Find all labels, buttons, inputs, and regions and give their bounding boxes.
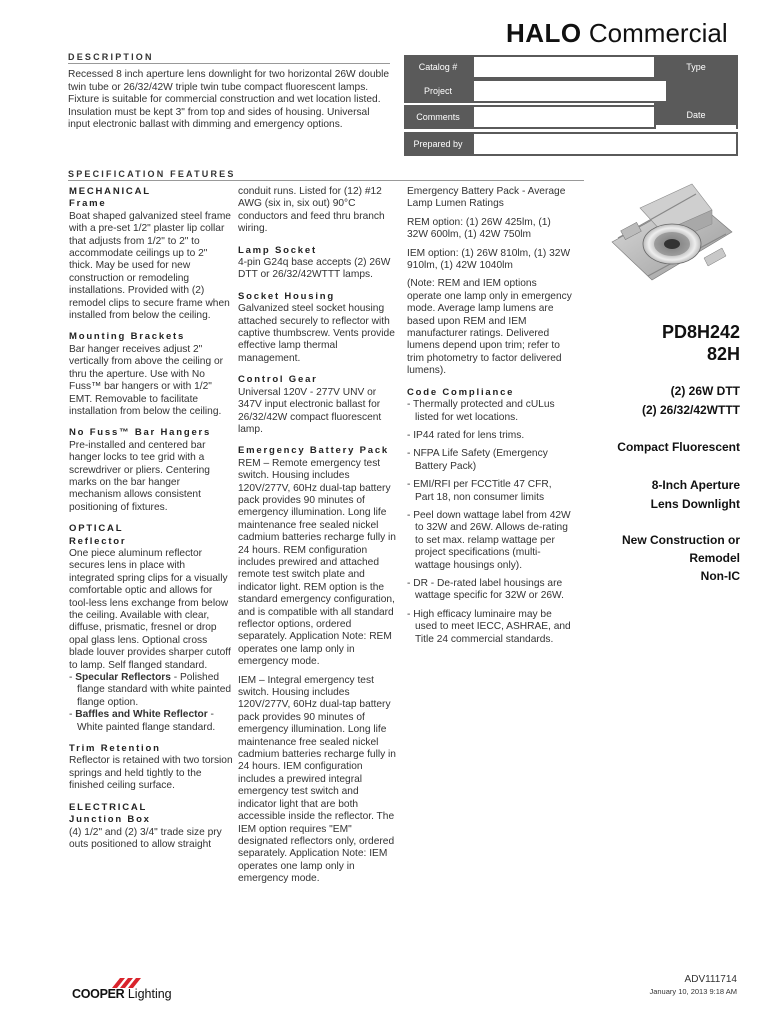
reflector-text: One piece aluminum reflector secures lens in place with integrated spring clips for a visually comfortable optic and allows for tool-less lens exchange from below the ceiling. Available with clear, diffuse, prismatic, fresnel or drop opal glass lens. Optional cross blade louver provides sharper cutoff to lamp. Self flanged standard. (69, 547, 231, 671)
logo-text: COOPER Lighting (72, 987, 172, 1001)
lamp-spec-1: (2) 26W DTT (670, 384, 740, 398)
compliance-item: - NFPA Life Safety (Emergency Battery Pack) (407, 448, 548, 472)
type-label: Type (654, 55, 738, 79)
catalog-field[interactable] (474, 57, 666, 77)
prepared-label: Prepared by (413, 139, 463, 149)
lamp-socket-text: 4-pin G24q base accepts (2) 26W DTT or 26/32/42WTTT lamps. (238, 257, 391, 281)
reflector-heading: Reflector (69, 535, 127, 547)
trim-text: Reflector is retained with two torsion springs and held tightly to the finished ceiling surface. (69, 755, 233, 792)
frame-text: Boat shaped galvanized steel frame with a pre-set 1/2" plaster lip collar that adjusts from 1/2" to 2" to accommodate ceilings up to 2" thick. May be used for new construction or remodeling installations. Provided with (2) remodel clips to secure frame when installed from below the ceiling. (69, 210, 231, 322)
compliance-item: - High efficacy luminaire may be used to meet IECC, ASHRAE, and Title 24 commercial standards. (407, 608, 571, 645)
mounting-heading: Mounting Brackets (69, 331, 186, 343)
project-row (404, 79, 738, 103)
spec-column-1 (69, 186, 233, 851)
project-label: Project (423, 86, 452, 96)
iem-text: IEM – Integral emergency test switch. Housing includes 120V/277V, 60Hz dual-tap battery pack provides 90 minutes of emergency illumination. Long life maintenance free sealed nickel cadmium batteries recharge fully in 24 hours. IEM configuration includes a prewired integral emergency test switch and indicator light that are both accessible inside the reflector. The IEM option requires "EM" designated reflectors only, ordered separately. Application Note: IEM operates one lamp only in emergency mode. (238, 674, 396, 885)
description-heading: DESCRIPTION (68, 52, 154, 62)
description-text: Recessed 8 inch aperture lens downlight for two horizontal 26W double twin tube or 26/32/42W triple twin tube compact fluorescent lamps. Fixture is suitable for commercial construction and wet location listed. Insulation must be kept 3" from top and sides of housing. Universal input electronic ballast with dimming and emergency options. (68, 69, 390, 131)
spec-rule (68, 180, 584, 181)
lamp-spec-2: (2) 26/32/42WTTT (641, 403, 740, 417)
compliance-item: - Peel down wattage label from 42W to 32W and 26W. Allows de-rating to set max. relamp wattage per project specifications (multi-wattage housings only). (407, 509, 571, 571)
brand-title: HALO Commercial (506, 18, 728, 48)
prepared-field[interactable] (474, 134, 736, 154)
iem-lumens: IEM option: (1) 26W 810lm, (1) 32W 910lm, (1) 42W 1040lm (407, 247, 571, 272)
avg-lumen-heading: Emergency Battery Pack - Average Lamp Lumen Ratings (407, 186, 566, 210)
comments-field[interactable] (474, 107, 666, 127)
rem-lumens: REM option: (1) 26W 425lm, (1) 32W 600lm, (1) 42W 750lm (407, 216, 551, 241)
application-3: Non-IC (700, 569, 740, 583)
specular-reflectors-item: - Specular Reflectors - Polished flange standard with white painted flange option. (69, 672, 232, 708)
lamp-type: Compact Fluorescent (617, 440, 740, 454)
mechanical-heading: MECHANICAL (69, 186, 151, 197)
date-label: Date (654, 103, 738, 127)
model-number-suffix: 82H (706, 344, 740, 364)
baffles-item: - Baffles and White Reflector - White painted flange standard. (69, 709, 216, 733)
control-gear-heading: Control Gear (238, 374, 318, 386)
rem-text: REM – Remote emergency test switch. Housing includes 120V/277V, 60Hz dual-tap battery pack provides 90 minutes of emergency illumination. Long life maintenance free sealed nickel cadmium batteries recharge fully in 24 hours. REM configuration includes prewired and attached remote test switch plate and indicator light. REM option is the standard emergency configuration, and is compatible with all standard reflector options, ordered separately. Application Note: REM operates one lamp only in emergency mode. (238, 457, 396, 668)
cooper-lighting-logo (72, 978, 202, 1002)
socket-housing-heading: Socket Housing (238, 290, 335, 302)
model-number: PD8H242 (661, 322, 740, 342)
junction-text: (4) 1/2" and (2) 3/4" trade size pry outs positioned to allow straight (69, 826, 222, 850)
frame-heading: Frame (69, 198, 107, 210)
battery-pack-heading: Emergency Battery Pack (238, 445, 390, 457)
socket-housing-text: Galvanized steel socket housing attached securely to reflector with captive thumbscrew. Vents provide effective lamp thermal management. (238, 303, 395, 364)
compliance-item: - Thermally protected and cULus listed for wet locations. (407, 399, 555, 423)
control-gear-text: Universal 120V - 277V UNV or 347V input electronic ballast for 26/32/42W compact fluorescent lamp. (238, 386, 382, 435)
lumens-note: (Note: REM and IEM options operate one lamp only in emergency mode. Average lamp lumens are based upon REM and IEM manufacturer ratings. Delivered lumens depend upon trim; refer to trim photometry to factor delivered lumens). (407, 278, 572, 377)
trim-heading: Trim Retention (69, 743, 161, 755)
electrical-heading: ELECTRICAL (69, 801, 148, 813)
catalog-label: Catalog # (418, 62, 458, 72)
description-rule (68, 63, 390, 64)
product-photo (600, 180, 740, 305)
compliance-item: - IP44 rated for lens trims. (407, 429, 525, 441)
aperture-1: 8-Inch Aperture (651, 478, 740, 492)
optical-heading: OPTICAL (69, 523, 124, 535)
nofuss-text: Pre-installed and centered bar hanger locks to tee grid with a screwdriver or pliers. Centering marks on the bar hanger mechanism allows consistent positioning of fixtures. (69, 439, 210, 513)
document-code: ADV111714 (684, 974, 737, 985)
code-compliance-heading: Code Compliance (407, 386, 515, 398)
aperture-2: Lens Downlight (650, 497, 740, 511)
nofuss-heading: No Fuss™ Bar Hangers (69, 427, 212, 439)
application-2: Remodel (689, 551, 740, 565)
conduit-text: conduit runs. Listed for (12) #12 AWG (six in, six out) 90°C conductors and feed thru branch wiring. (238, 186, 385, 235)
spec-heading: SPECIFICATION FEATURES (68, 169, 236, 179)
mounting-text: Bar hanger receives adjust 2" vertically from above the ceiling or thru the aperture. Use with No Fuss™ bar hangers or with 1/2" EMT. Removable to facilitate installation from below the ceiling. (69, 343, 224, 417)
document-date: January 10, 2013 9:18 AM (649, 987, 737, 996)
prepared-row (404, 132, 738, 156)
application-1: New Construction or (621, 533, 740, 547)
spec-column-2 (238, 186, 398, 886)
compliance-item: - EMI/RFI per FCCTitle 47 CFR, Part 18, non consumer limits (407, 479, 552, 503)
lamp-socket-heading: Lamp Socket (238, 244, 317, 256)
project-field[interactable] (474, 81, 666, 101)
spec-column-3 (407, 186, 573, 646)
junction-heading: Junction Box (69, 814, 151, 826)
compliance-item: - DR - De-rated label housings are wattage specific for 32W or 26W. (407, 577, 564, 602)
comments-label: Comments (416, 112, 460, 122)
